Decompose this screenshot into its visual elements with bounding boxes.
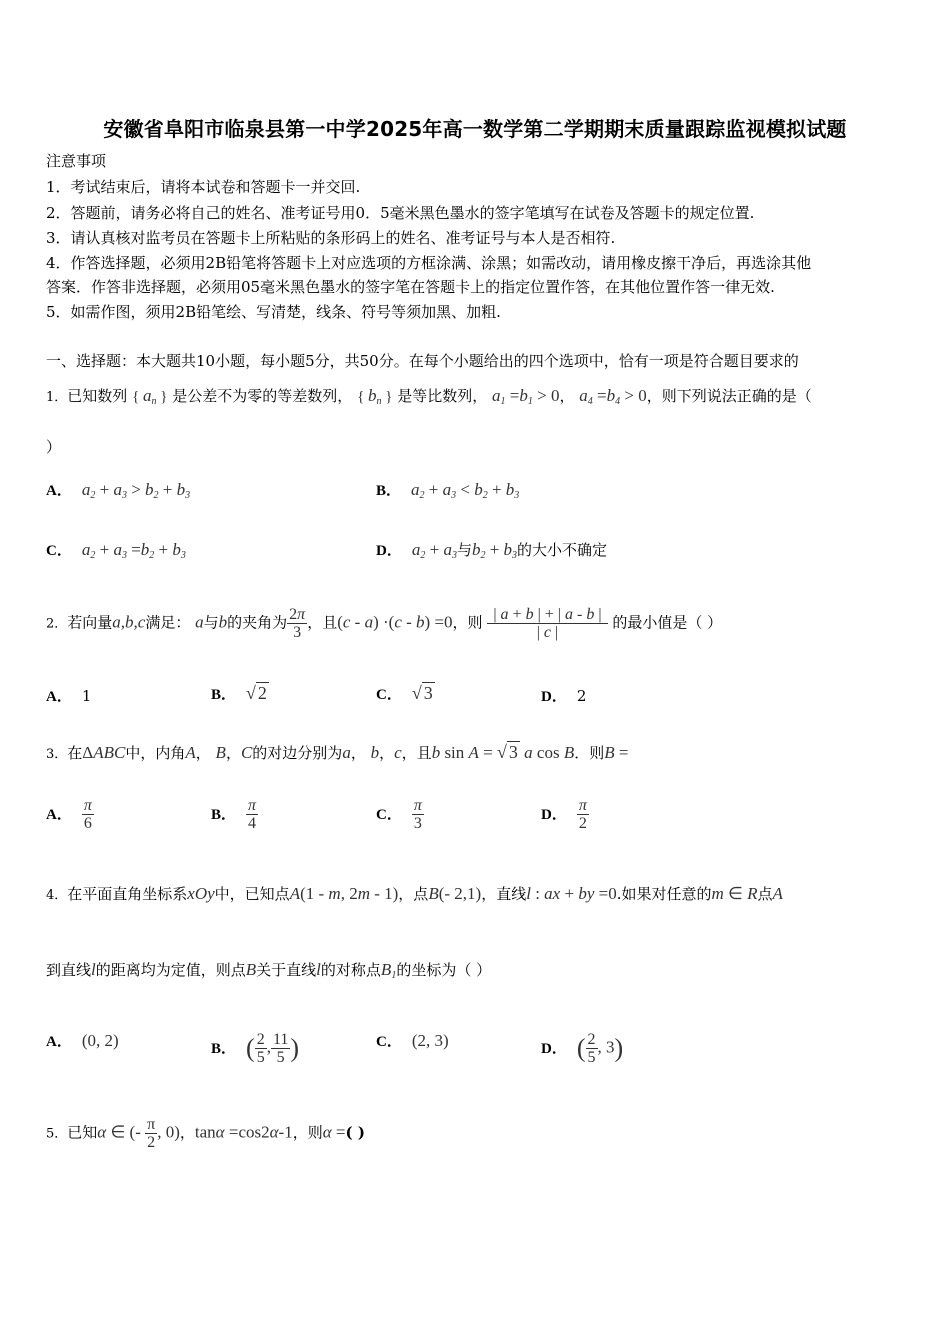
q2-option-c: C． √ 3: [376, 683, 433, 703]
q4-option-b: B． ( $\frac{2}{5}$ , $\frac{11}{5}$ ): [211, 1031, 300, 1066]
formula: $\frac{| a + b | + | a - b |}{| c |}$: [489, 606, 606, 641]
q2-option-b: B． √ 2: [211, 683, 267, 703]
q1-option-b: B． $a_2 + a_3 < b_2 + b_3$: [376, 480, 520, 501]
notice-item-1: 1．考试结束后，请将本试卷和答题卡一并交回.: [46, 178, 361, 196]
notice-item-2: 2．答题前，请务必将自己的姓名、准考证号用0．5毫米黑色墨水的签字笔填写在试卷及答题卡的规定位置.: [46, 204, 755, 222]
q3-option-b: B． $\frac{\pi}{4}$: [211, 797, 257, 832]
formula: b sin A = √ 3 a cos B: [431, 742, 575, 762]
q3-option-a: A． $\frac{\pi}{6}$: [46, 797, 92, 832]
formula: α =: [322, 1122, 346, 1142]
question-1: 1．已知数列 { $a_n$ } 是公差不为零的等差数列， { $b_n$ } 是等比数列， $a_1 =b_1 > 0$， $a_4 =b_4 > 0$，则下列说法正确的是（: [46, 386, 812, 407]
formula: a,b,c: [112, 612, 146, 632]
formula: (c - a) ·(c - b) =0: [337, 612, 453, 632]
notice-item-3: 3．请认真核对监考员在答题卡上所粘贴的条形码上的姓名、准考证号与本人是否相符.: [46, 229, 616, 247]
q4-option-d: D． ( $\frac{2}{5}$ , 3): [541, 1031, 624, 1066]
formula: α ∈ (-: [97, 1122, 146, 1142]
formula: B(- 2,1): [428, 884, 482, 903]
formula: { $b_n$ }: [357, 386, 393, 407]
formula: $\frac{2\pi}{3}$: [289, 606, 306, 641]
formula: l : ax + by =0: [526, 884, 617, 903]
formula: { $a_n$ }: [132, 386, 168, 407]
q3-option-c: C． $\frac{\pi}{3}$: [376, 797, 422, 832]
q4-option-a: A． (0, 2): [46, 1031, 119, 1050]
question-5: 5．已知α ∈ (- $\frac{\pi}{2}$ , 0)，tanα =cos2α-1，则α =( ): [46, 1116, 365, 1151]
section-heading: 一、选择题：本大题共10小题，每小题5分，共50分。在每个小题给出的四个选项中，恰有一项是符合题目要求的: [46, 352, 799, 370]
q4-option-c: C． (2, 3): [376, 1031, 449, 1050]
notice-item-5: 5．如需作图，须用2B铅笔绘、写清楚，线条、符号等须加黑、加粗.: [46, 303, 501, 321]
q1-option-a: A． $a_2 + a_3 > b_2 + b_3$: [46, 480, 191, 501]
notice-item-4-cont: 答案．作答非选择题，必须用05毫米黑色墨水的签字笔在答题卡上的指定位置作答，在其他位置作答一律无效.: [46, 278, 775, 296]
formula: $a_4 =b_4 > 0$: [579, 386, 647, 407]
question-number: 5．: [46, 1126, 68, 1142]
question-number: 4．: [46, 888, 68, 903]
question-4-cont: 到直线l的距离均为定值，则点B关于直线l的对称点$B_1$的坐标为（ ）: [46, 960, 492, 981]
question-number: 2．: [46, 616, 68, 632]
formula: a: [195, 612, 204, 632]
q2-option-d: D． 2: [541, 687, 587, 705]
notice-item-4: 4．作答选择题，必须用2B铅笔将答题卡上对应选项的方框涂满、涂黑；如需改动，请用橡皮擦干净后，再选涂其他: [46, 254, 812, 272]
question-2: 2．若向量a,b,c满足： a与b的夹角为 $\frac{2\pi}{3}$ ，且(c - a) ·(c - b) =0，则 $\frac{| a + b | + | a - b |}{| c |}$ 的最小值是（ ）: [46, 606, 723, 641]
formula: tanα =cos2α-1: [194, 1122, 293, 1142]
q2-option-a: A． 1: [46, 687, 92, 705]
question-1-cont: ）: [46, 438, 62, 456]
exam-title: 安徽省阜阳市临泉县第一中学2025年高一数学第二学期期末质量跟踪监视模拟试题: [103, 117, 847, 141]
question-number: 1．: [46, 390, 68, 405]
formula: b: [218, 612, 228, 632]
q3-option-d: D． $\frac{\pi}{2}$: [541, 797, 587, 832]
question-3: 3．在ΔABC中，内角A， B，C的对边分别为a， b，c，且b sin A = √ 3 a cos B．则B =: [46, 742, 629, 762]
formula: A(1 - m, 2m - 1): [289, 884, 399, 903]
q1-option-c: C． $a_2 + a_3 =b_2 + b_3$: [46, 540, 186, 561]
formula: m ∈ R: [711, 884, 758, 903]
formula: $a_1 =b_1 > 0$: [492, 386, 560, 407]
q1-option-d: D． $a_2 + a_3$与$b_2 + b_3$的大小不确定: [376, 540, 608, 561]
question-4: 4．在平面直角坐标系xOy中，已知点A(1 - m, 2m - 1)，点B(- 2,1)，直线l : ax + by =0.如果对任意的m ∈ R点A: [46, 884, 783, 903]
formula: xOy: [187, 884, 215, 903]
notice-heading: 注意事项: [46, 152, 107, 170]
formula: ΔABC: [82, 743, 126, 762]
question-number: 3．: [46, 747, 68, 762]
